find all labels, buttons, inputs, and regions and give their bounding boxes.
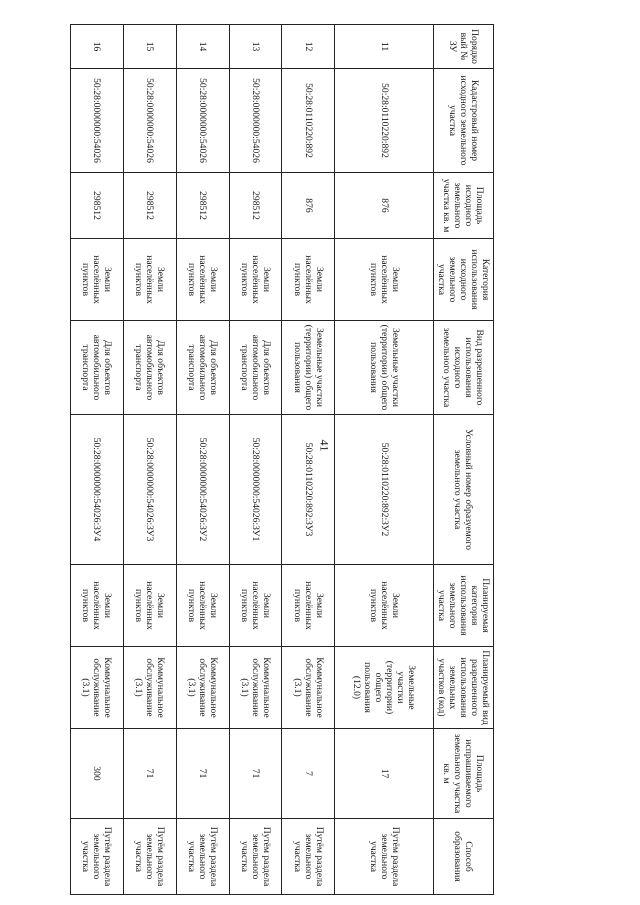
cell-planned-category: Земли населённых пунктов xyxy=(71,565,124,647)
cell-conditional-number: 50:28:0000000:54026:ЗУ4 xyxy=(71,415,124,565)
cell-plot-number: 13 xyxy=(229,25,282,69)
cell-formation-method: Путём раздела земельного участка xyxy=(282,819,335,895)
cell-formation-method: Путём раздела земельного участка xyxy=(229,819,282,895)
cell-conditional-number: 50:28:0000000:54026:ЗУ3 xyxy=(123,415,176,565)
header-cell-source-permitted-use: Вид разрешенного использования исходного земельного участка xyxy=(434,321,494,415)
cell-plot-number: 16 xyxy=(71,25,124,69)
cell-requested-area: 71 xyxy=(123,729,176,819)
cell-source-permitted-use: Для объектов автомобильного транспорта xyxy=(176,321,229,415)
cell-planned-category: Земли населённых пунктов xyxy=(176,565,229,647)
cell-requested-area: 17 xyxy=(335,729,434,819)
cell-source-area: 298512 xyxy=(176,173,229,239)
cell-planned-category: Земли населённых пунктов xyxy=(335,565,434,647)
cell-source-area: 876 xyxy=(282,173,335,239)
cell-planned-category: Земли населённых пунктов xyxy=(282,565,335,647)
page-number: 41 xyxy=(317,439,332,452)
cell-plot-number: 12 xyxy=(282,25,335,69)
cell-formation-method: Путём раздела земельного участка xyxy=(335,819,434,895)
header-cell-source-category: Категория использования исходного земельного участка xyxy=(434,239,494,321)
cell-source-area: 298512 xyxy=(123,173,176,239)
cell-requested-area: 300 xyxy=(71,729,124,819)
cell-source-category: Земли населённых пунктов xyxy=(123,239,176,321)
cell-cadastral-number: 50:28:0000000:54026 xyxy=(229,69,282,173)
cell-source-area: 876 xyxy=(335,173,434,239)
table-row xyxy=(123,25,176,895)
cell-cadastral-number: 50:28:0000000:54026 xyxy=(71,69,124,173)
cell-source-permitted-use: Для объектов автомобильного транспорта xyxy=(71,321,124,415)
cell-source-permitted-use: Земельные участки (территории) общего пользования xyxy=(282,321,335,415)
cell-conditional-number: 50:28:0110220:892:ЗУ3 xyxy=(282,415,335,565)
cell-formation-method: Путём раздела земельного участка xyxy=(123,819,176,895)
header-cell-planned-category: Планируемая категория использования земельного участка xyxy=(434,565,494,647)
header-cell-cadastral-number: Кадастровый номер исходного земельного участка xyxy=(434,69,494,173)
cell-conditional-number: 50:28:0000000:54026:ЗУ1 xyxy=(229,415,282,565)
cell-source-permitted-use: Для объектов автомобильного транспорта xyxy=(229,321,282,415)
header-cell-source-area: Площадь исходного земельного участка кв. м xyxy=(434,173,494,239)
table-row xyxy=(282,25,335,895)
table-row xyxy=(335,25,434,895)
cell-cadastral-number: 50:28:0000000:54026 xyxy=(123,69,176,173)
cell-planned-permitted-use: Коммунальное обслуживание (3.1) xyxy=(176,647,229,729)
cell-cadastral-number: 50:28:0110220:892 xyxy=(282,69,335,173)
cell-cadastral-number: 50:28:0110220:892 xyxy=(335,69,434,173)
cell-requested-area: 71 xyxy=(229,729,282,819)
table-row xyxy=(176,25,229,895)
header-cell-conditional-number: Условный номер образуемого земельного участка xyxy=(434,415,494,565)
cell-plot-number: 15 xyxy=(123,25,176,69)
cell-source-category: Земли населённых пунктов xyxy=(229,239,282,321)
cell-planned-permitted-use: Коммунальное обслуживание (3.1) xyxy=(71,647,124,729)
cell-planned-category: Земли населённых пунктов xyxy=(229,565,282,647)
cell-requested-area: 7 xyxy=(282,729,335,819)
cell-plot-number: 14 xyxy=(176,25,229,69)
cell-conditional-number: 50:28:0110220:892:ЗУ2 xyxy=(335,415,434,565)
land-plots-table xyxy=(70,24,494,895)
cell-source-area: 298512 xyxy=(229,173,282,239)
cell-planned-permitted-use: Коммунальное обслуживание (3.1) xyxy=(282,647,335,729)
header-cell-plot-number: Порядковый № ЗУ xyxy=(434,25,494,69)
cell-requested-area: 71 xyxy=(176,729,229,819)
cell-cadastral-number: 50:28:0000000:54026 xyxy=(176,69,229,173)
cell-formation-method: Путём раздела земельного участка xyxy=(176,819,229,895)
cell-source-category: Земли населённых пунктов xyxy=(71,239,124,321)
land-plots-table-wrapper xyxy=(70,24,494,894)
header-cell-planned-permitted-use: Планируемый вид разрешенного использования земельных участков (код) xyxy=(434,647,494,729)
header-cell-formation-method: Способ образования xyxy=(434,819,494,895)
cell-source-category: Земли населённых пунктов xyxy=(282,239,335,321)
cell-source-category: Земли населённых пунктов xyxy=(176,239,229,321)
table-row xyxy=(71,25,124,895)
cell-planned-permitted-use: Земельные участки (территории) общего пользования (12.0) xyxy=(335,647,434,729)
cell-source-category: Земли населённых пунктов xyxy=(335,239,434,321)
table-row xyxy=(229,25,282,895)
cell-planned-permitted-use: Коммунальное обслуживание (3.1) xyxy=(229,647,282,729)
cell-source-permitted-use: Для объектов автомобильного транспорта xyxy=(123,321,176,415)
cell-conditional-number: 50:28:0000000:54026:ЗУ2 xyxy=(176,415,229,565)
cell-planned-permitted-use: Коммунальное обслуживание (3.1) xyxy=(123,647,176,729)
cell-source-permitted-use: Земельные участки (территории) общего пользования xyxy=(335,321,434,415)
cell-source-area: 298512 xyxy=(71,173,124,239)
cell-formation-method: Путём раздела земельного участка xyxy=(71,819,124,895)
cell-plot-number: 11 xyxy=(335,25,434,69)
header-cell-requested-area: Площадь испрашиваемого земельного участка кв. м xyxy=(434,729,494,819)
cell-planned-category: Земли населённых пунктов xyxy=(123,565,176,647)
table-header-row xyxy=(434,25,494,895)
